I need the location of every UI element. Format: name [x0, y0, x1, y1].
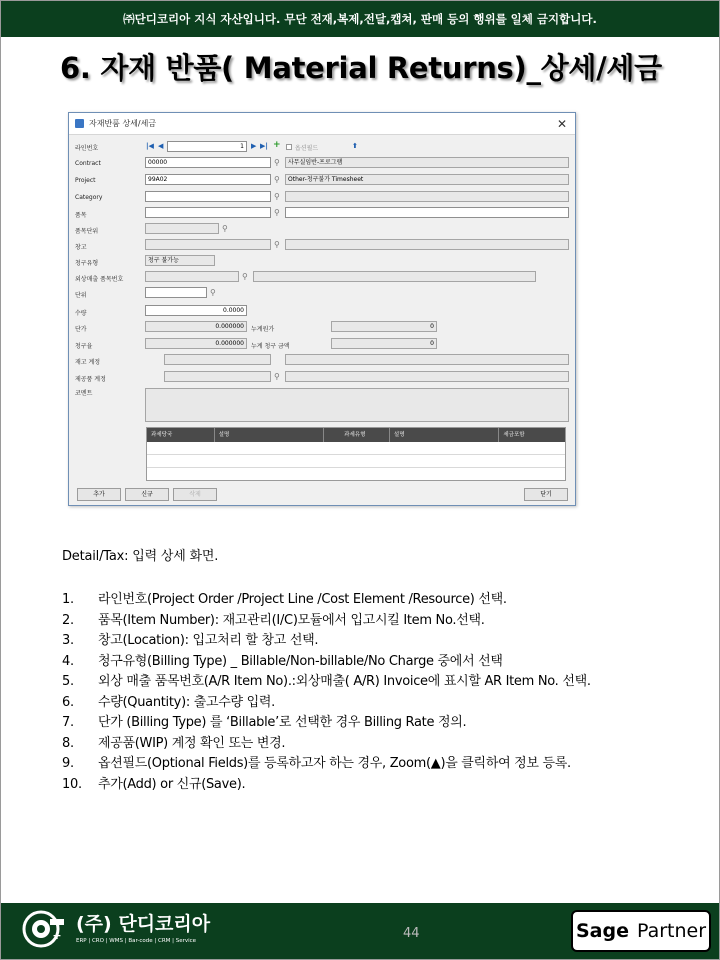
location-description: [285, 239, 569, 250]
list-item: [62, 654, 702, 670]
column-header[interactable]: 과세유형: [324, 428, 390, 442]
company-logo: [20, 909, 210, 949]
prev-record-icon[interactable]: ◀: [158, 142, 164, 150]
project-finder-icon[interactable]: ⚲: [274, 175, 280, 184]
quantity-label: 수량: [75, 310, 87, 317]
category-finder-icon[interactable]: ⚲: [274, 192, 280, 201]
item-unit-field: [145, 223, 219, 234]
ar-item-description: [253, 271, 536, 282]
company-logo-mark-icon: [20, 909, 66, 949]
step-number: 7.: [62, 715, 74, 730]
category-field[interactable]: [145, 191, 271, 202]
cumulative-cost-label: 누계원가: [251, 326, 275, 333]
list-item: [62, 674, 702, 690]
quantity-field[interactable]: 0.0000: [145, 305, 247, 316]
step-number: 8.: [62, 735, 74, 751]
item-label: 품목: [75, 212, 87, 219]
column-header[interactable]: 설명: [215, 428, 324, 442]
list-item: [62, 695, 702, 711]
step-number: 9.: [62, 756, 74, 771]
inventory-account-label: 재고 계정: [75, 359, 101, 366]
step-text: 품목(Item Number): 재고관리(I/C)모듈에서 입고시킬 Item No.선택.: [98, 612, 485, 628]
optional-fields-label: 옵션필드: [295, 145, 319, 152]
line-no-label: 라인번호: [75, 145, 99, 152]
location-field: [145, 239, 271, 250]
copyright-notice: ㈜단디코리아 지식 자산입니다. 무단 전재,복제,전달,캡쳐, 판매 등의 행위를 일체 금지합니다.: [123, 12, 597, 26]
step-text: 수량(Quantity): 출고수량 입력.: [98, 694, 275, 710]
intro-text: Detail/Tax: 입력 상세 화면.: [62, 549, 219, 564]
unit-price-field: 0.000000: [145, 321, 247, 332]
step-text: 청구유형(Billing Type) _ Billable/Non-billable/No Charge 중에서 선택: [98, 653, 503, 669]
comment-textarea[interactable]: [145, 388, 569, 422]
company-name: (주) 단디코리아: [76, 912, 211, 935]
project-description: Other-청구불가 Timesheet: [285, 174, 569, 185]
add-button[interactable]: 추가: [77, 488, 121, 501]
billing-type-label: 청구유형: [75, 260, 99, 267]
company-tagline: ERP | CRO | WMS | Bar-code | CRM | Service: [76, 937, 197, 944]
wip-account-label: 제공품 계정: [75, 376, 106, 383]
list-item: [62, 777, 702, 793]
step-text: 단가 (Billing Type) 를 ‘Billable’로 선택한 경우 Billing Rate 정의.: [98, 715, 467, 730]
table-row[interactable]: [147, 442, 565, 455]
billing-type-select[interactable]: 청구 불가능: [145, 255, 215, 266]
column-header[interactable]: 세금포함: [503, 432, 525, 438]
step-list: [62, 592, 702, 797]
new-line-icon[interactable]: +: [273, 140, 281, 150]
first-record-icon[interactable]: |◀: [146, 142, 154, 150]
contract-description: 사무실임반-프로그램: [285, 157, 569, 168]
sage-partner-logo: [571, 910, 711, 952]
page-number: 44: [403, 926, 420, 941]
step-text: 옵션필드(Optional Fields)를 등록하고자 하는 경우, Zoom(▲)을 클릭하여 정보 등록.: [98, 756, 571, 771]
app-icon: [75, 119, 84, 128]
item-description[interactable]: [285, 207, 569, 218]
list-item: [62, 613, 702, 629]
close-button[interactable]: 닫기: [524, 488, 568, 501]
ar-item-label: 외상매출 품목번호: [75, 276, 124, 283]
item-field[interactable]: [145, 207, 271, 218]
step-number: 2.: [62, 612, 74, 628]
wip-account-description: [285, 371, 569, 382]
inventory-account-field: [164, 354, 271, 365]
item-unit-label: 품목단위: [75, 228, 99, 235]
line-no-field[interactable]: 1: [167, 141, 247, 152]
step-number: 1.: [62, 592, 74, 607]
contract-finder-icon[interactable]: ⚲: [274, 158, 280, 167]
wip-account-field: [164, 371, 271, 382]
list-item: [62, 592, 702, 608]
item-finder-icon[interactable]: ⚲: [274, 208, 280, 217]
step-number: 6.: [62, 694, 74, 710]
table-row[interactable]: [147, 455, 565, 468]
cumulative-billing-field: 0: [331, 338, 437, 349]
step-text: 추가(Add) or 신규(Save).: [98, 776, 246, 792]
copyright-notice-bar: [1, 1, 719, 37]
page-title: 6. 자재 반품( Material Returns)_상세/세금: [60, 51, 662, 85]
svg-text:+: +: [52, 929, 62, 942]
close-icon[interactable]: ✕: [556, 117, 567, 131]
sage-brand: Sage: [575, 920, 629, 942]
list-item: [62, 736, 702, 752]
material-return-detail-window: [68, 112, 576, 506]
project-field[interactable]: 99A02: [145, 174, 271, 185]
step-number: 4.: [62, 653, 74, 669]
unit-label: 단위: [75, 292, 87, 299]
list-item: [62, 715, 702, 731]
list-item: [62, 756, 702, 772]
location-label: 창고: [75, 244, 87, 251]
step-number: 3.: [62, 633, 74, 648]
item-unit-finder-icon[interactable]: ⚲: [222, 224, 228, 233]
list-item: [62, 633, 702, 649]
window-titlebar: [69, 113, 575, 135]
category-description: [285, 191, 569, 202]
optional-fields-zoom-icon[interactable]: ⬆: [352, 142, 358, 150]
category-label: Category: [75, 194, 103, 201]
ar-item-field: [145, 271, 239, 282]
ar-item-finder-icon[interactable]: ⚲: [242, 272, 248, 281]
next-record-icon[interactable]: ▶: [251, 142, 257, 150]
window-title: 자재반품 상세/세금: [89, 119, 157, 128]
partner-label: Partner: [636, 920, 707, 942]
step-number: 5.: [62, 674, 74, 689]
column-header[interactable]: 과세당국: [147, 428, 215, 442]
comment-label: 코멘트: [75, 390, 93, 397]
wip-account-finder-icon[interactable]: ⚲: [274, 372, 280, 381]
unit-field[interactable]: [145, 287, 207, 298]
delete-button[interactable]: 삭제: [173, 488, 217, 501]
cumulative-cost-field: 0: [331, 321, 437, 332]
location-finder-icon[interactable]: ⚲: [274, 240, 280, 249]
cumulative-billing-label: 누계 청구 금액: [251, 343, 290, 350]
new-button[interactable]: 신규: [125, 488, 169, 501]
tax-table: [146, 427, 566, 481]
unit-finder-icon[interactable]: ⚲: [210, 288, 216, 297]
column-header[interactable]: 설명: [390, 428, 499, 442]
inventory-account-description: [285, 354, 569, 365]
step-text: 창고(Location): 입고처리 할 창고 선택.: [98, 633, 319, 648]
step-text: 라인번호(Project Order /Project Line /Cost Element /Resource) 선택.: [98, 592, 507, 607]
unit-price-label: 단가: [75, 326, 87, 333]
billing-field: 0.000000: [145, 338, 247, 349]
last-record-icon[interactable]: ▶|: [260, 142, 268, 150]
step-number: 10.: [62, 776, 82, 792]
tax-table-header: [147, 428, 565, 442]
table-row[interactable]: [147, 468, 565, 481]
contract-field[interactable]: 00000: [145, 157, 271, 168]
step-text: 외상 매출 품목번호(A/R Item No).:외상매출( A/R) Invoice에 표시할 AR Item No. 선택.: [98, 674, 591, 689]
optional-fields-checkbox[interactable]: [286, 144, 292, 150]
project-label: Project: [75, 177, 96, 184]
billing-label: 청구율: [75, 343, 93, 350]
step-text: 제공품(WIP) 계정 확인 또는 변경.: [98, 735, 286, 751]
contract-label: Contract: [75, 160, 101, 167]
